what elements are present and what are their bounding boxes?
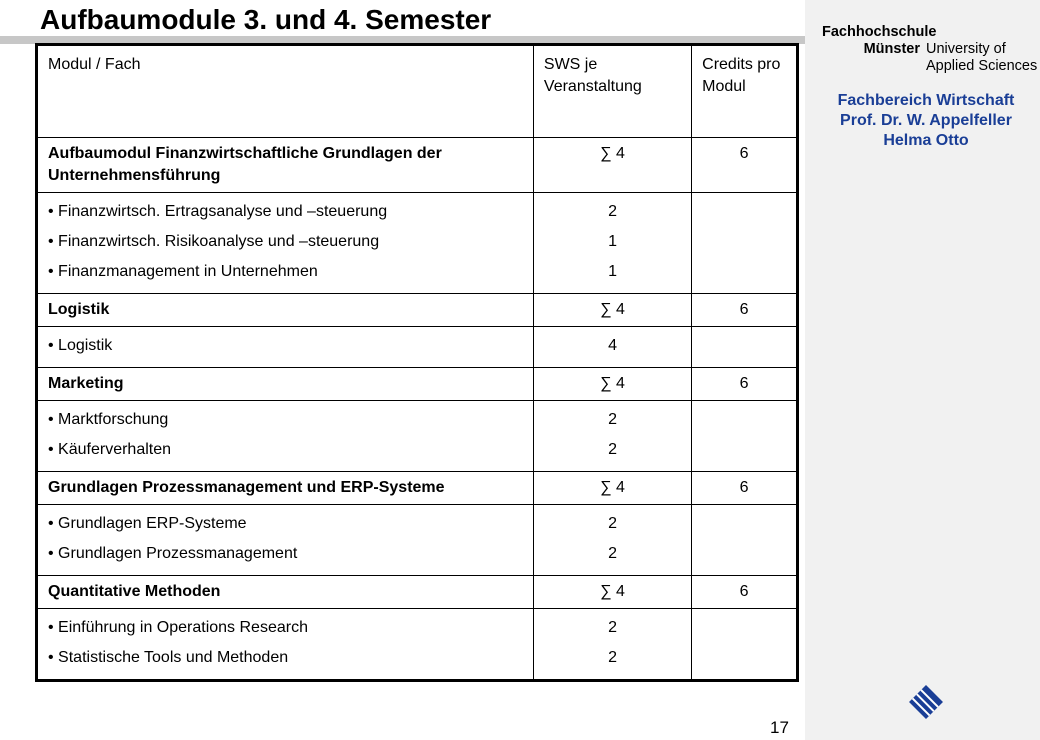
module-name: Aufbaumodul Finanzwirtschaftliche Grundlagen der Unternehmensführung [37, 138, 534, 193]
module-row [37, 368, 798, 401]
subject-name: • Logistik [48, 331, 523, 361]
module-row [37, 576, 798, 609]
subject-sws-list [533, 609, 691, 681]
module-credits: 6 [692, 576, 798, 609]
logo-line1: Fachhochschule [822, 24, 937, 40]
subject-sws-list [533, 505, 691, 576]
page-number: 17 [770, 718, 789, 737]
subject-name: • Marktforschung [48, 405, 523, 435]
logo-line3: Applied Sciences [926, 58, 1038, 74]
logo-line2-bold: Münster [863, 41, 920, 57]
subject-name: • Finanzmanagement in Unternehmen [48, 257, 523, 287]
subjects-row [37, 401, 798, 472]
subject-sws: 2 [608, 545, 617, 562]
department-info [812, 91, 1040, 151]
subject-sws: 1 [608, 263, 617, 280]
subject-sws-list [533, 193, 691, 294]
module-row [37, 138, 798, 193]
module-sws: ∑ 4 [533, 576, 691, 609]
subject-list [37, 505, 534, 576]
module-row [37, 294, 798, 327]
module-name: Marketing [37, 368, 534, 401]
module-sws: ∑ 4 [533, 294, 691, 327]
subject-sws: 2 [608, 515, 617, 532]
subjects-row [37, 193, 798, 294]
module-table [35, 43, 799, 682]
subject-sws-list [533, 401, 691, 472]
module-credits: 6 [692, 472, 798, 505]
module-name: Logistik [37, 294, 534, 327]
contact-name: Helma Otto [883, 132, 969, 149]
subject-list [37, 401, 534, 472]
professor-name: Prof. Dr. W. Appelfeller [840, 112, 1012, 129]
department-name: Fachbereich Wirtschaft [837, 92, 1015, 109]
module-name: Quantitative Methoden [37, 576, 534, 609]
module-sws: ∑ 4 [533, 472, 691, 505]
header-credits: Credits pro Modul [692, 45, 798, 138]
subjects-row [37, 609, 798, 681]
subject-sws: 1 [608, 233, 617, 250]
subject-sws: 2 [608, 619, 617, 636]
subject-sws-list [533, 327, 691, 368]
subject-name: • Käuferverhalten [48, 435, 523, 465]
subject-name: • Grundlagen Prozessmanagement [48, 539, 523, 569]
subject-credits-empty [692, 193, 798, 294]
subject-list [37, 193, 534, 294]
subject-credits-empty [692, 401, 798, 472]
header-row [37, 45, 798, 138]
subject-sws: 2 [608, 649, 617, 666]
subject-name: • Finanzwirtsch. Ertragsanalyse und –steuerung [48, 197, 523, 227]
subject-sws: 4 [608, 337, 617, 354]
logo-line2: University of [926, 41, 1006, 57]
module-sws: ∑ 4 [533, 138, 691, 193]
subject-sws: 2 [608, 411, 617, 428]
module-name: Grundlagen Prozessmanagement und ERP-Systeme [37, 472, 534, 505]
module-credits: 6 [692, 138, 798, 193]
university-logo [822, 24, 1037, 75]
subject-sws: 2 [608, 441, 617, 458]
header-sws: SWS je Veranstaltung [533, 45, 691, 138]
subject-credits-empty [692, 609, 798, 681]
subject-name: • Einführung in Operations Research [48, 613, 523, 643]
subject-name: • Finanzwirtsch. Risikoanalyse und –steuerung [48, 227, 523, 257]
subjects-row [37, 505, 798, 576]
subject-name: • Statistische Tools und Methoden [48, 643, 523, 673]
subject-credits-empty [692, 505, 798, 576]
subject-name: • Grundlagen ERP-Systeme [48, 509, 523, 539]
module-credits: 6 [692, 368, 798, 401]
module-sws: ∑ 4 [533, 368, 691, 401]
subjects-row [37, 327, 798, 368]
page-title: Aufbaumodule 3. und 4. Semester [40, 4, 492, 35]
header-module: Modul / Fach [37, 45, 534, 138]
subject-list [37, 327, 534, 368]
subject-list [37, 609, 534, 681]
fh-logo-icon [908, 684, 944, 720]
subject-sws: 2 [608, 203, 617, 220]
module-credits: 6 [692, 294, 798, 327]
module-row [37, 472, 798, 505]
subject-credits-empty [692, 327, 798, 368]
